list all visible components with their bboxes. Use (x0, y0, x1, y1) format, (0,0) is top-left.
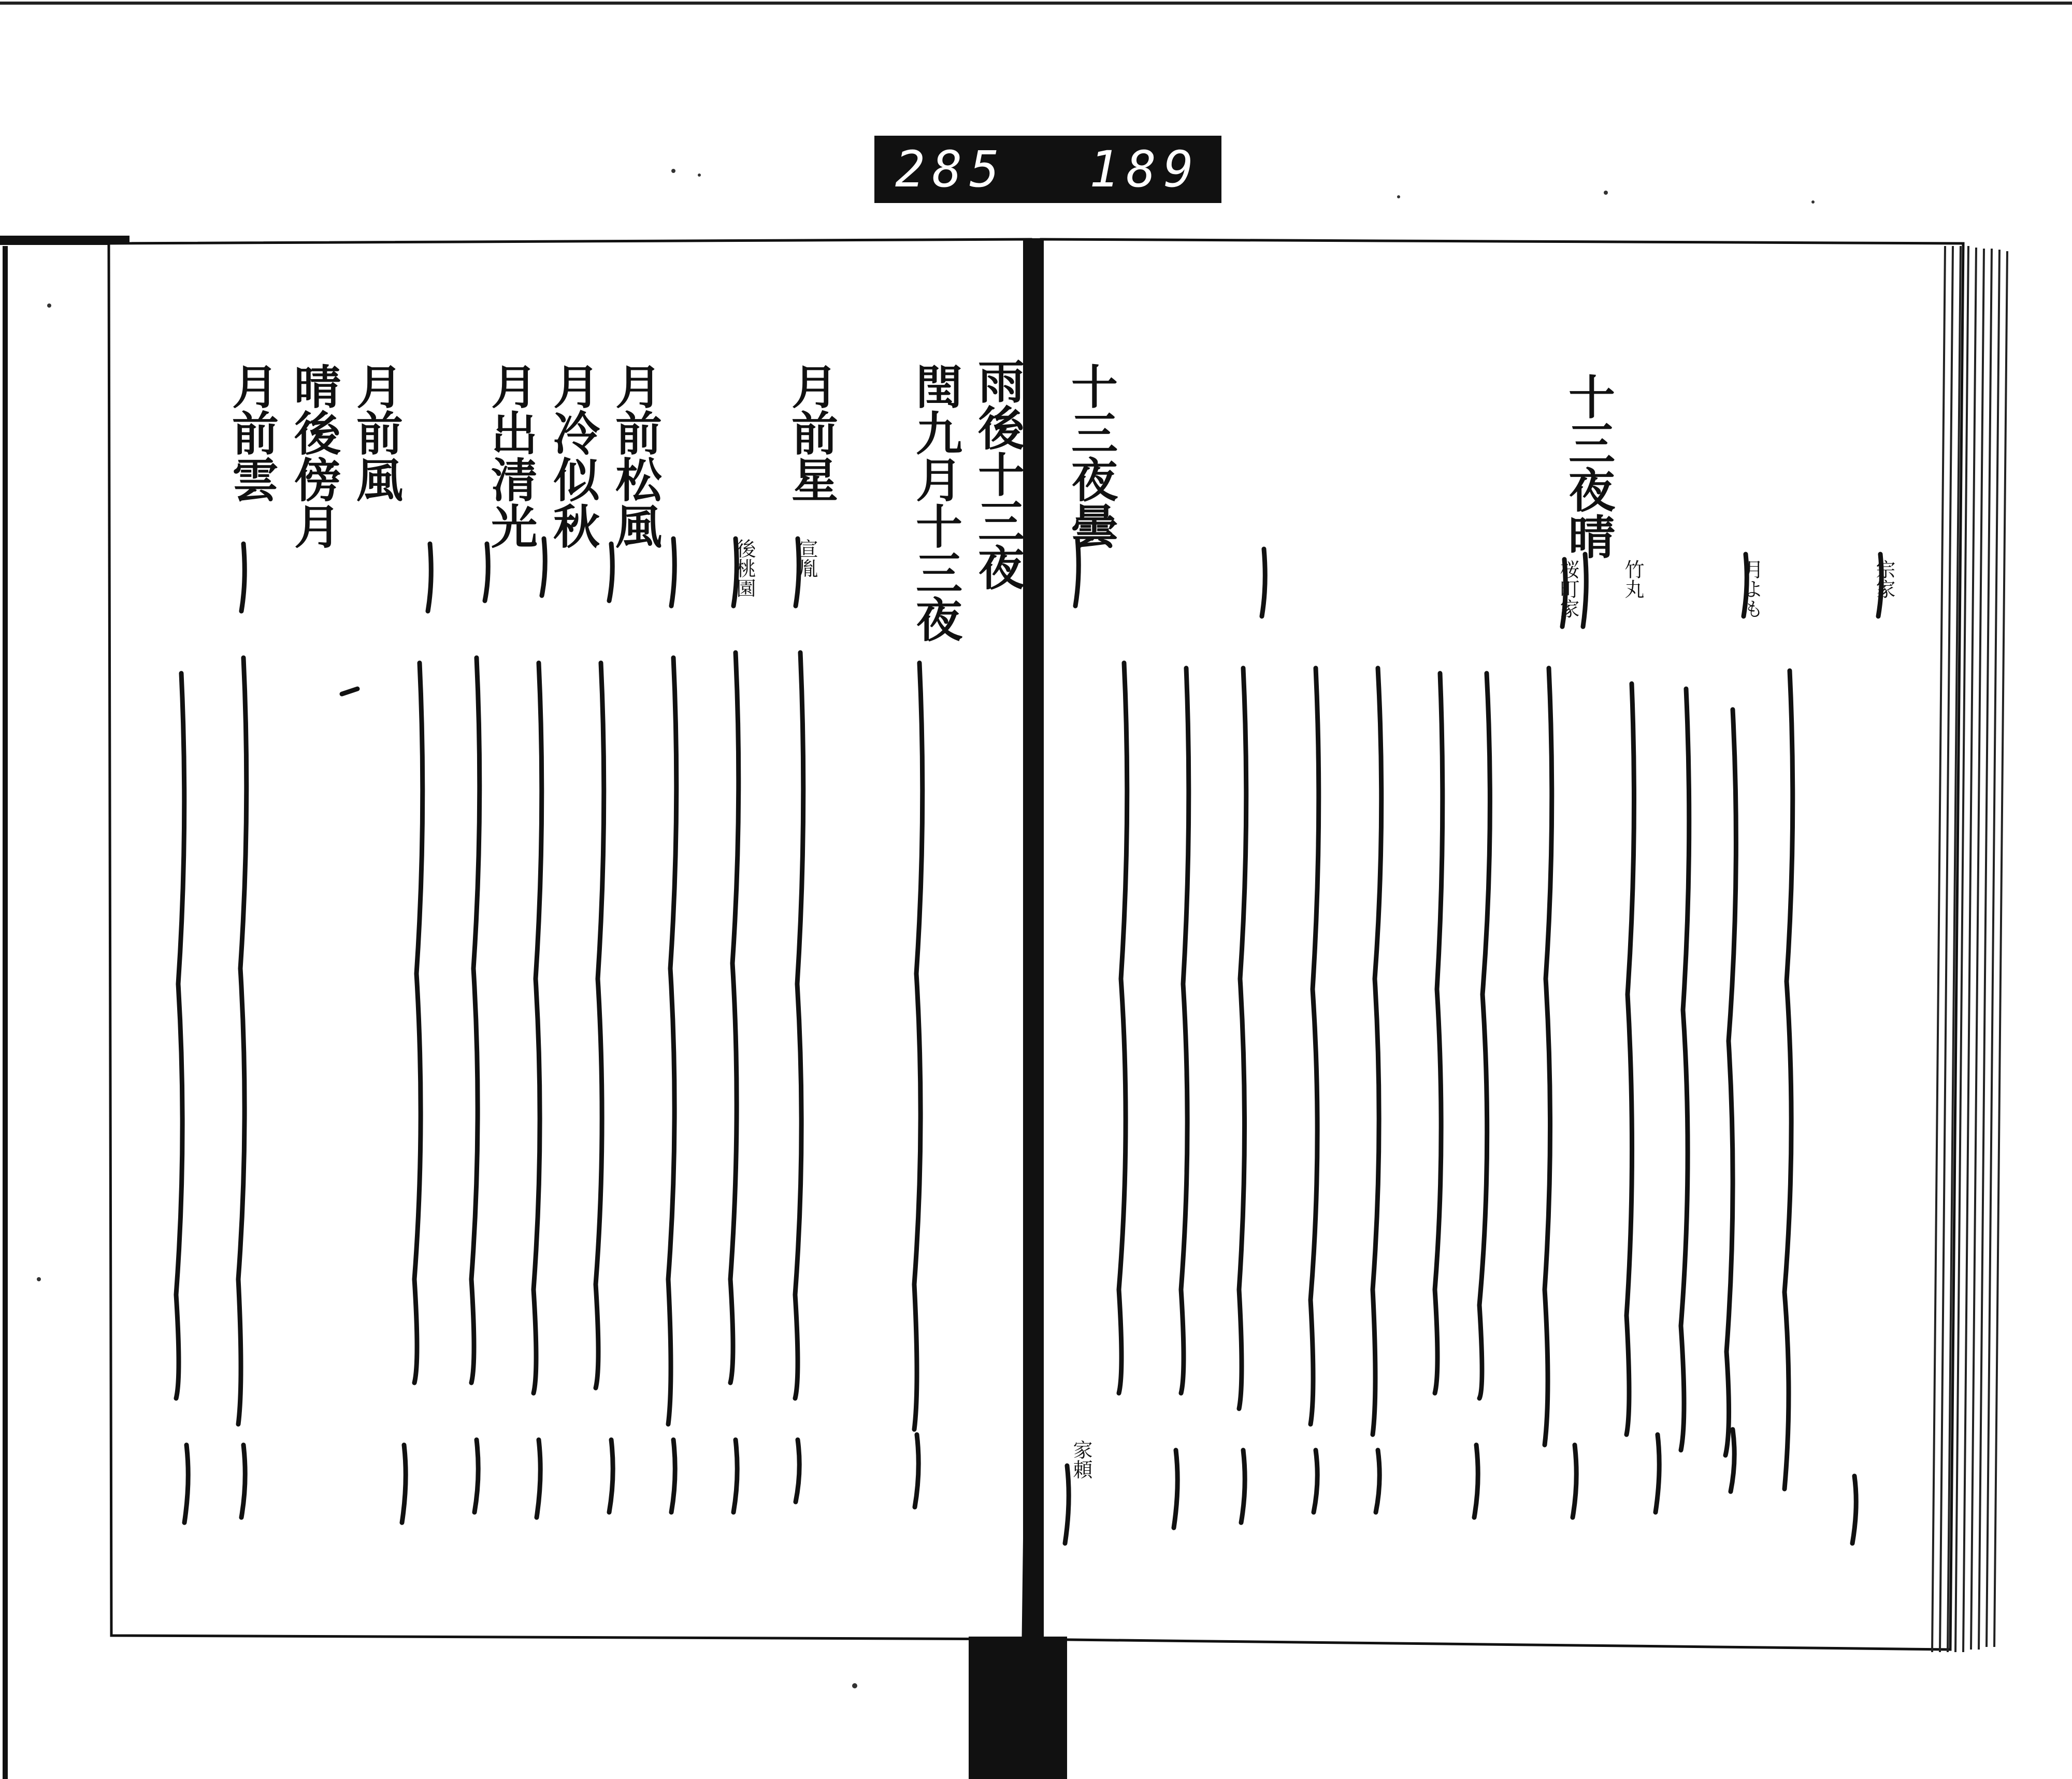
heading-right-2: 十三夜曇 (1063, 363, 1118, 549)
author-right-4: 桜町家 (1557, 559, 1579, 618)
heading-left-8: 晴後傍月 (286, 363, 341, 549)
heading-left-9: 月前雲 (224, 363, 279, 502)
page-number-label (874, 136, 1221, 203)
author-left-3: 後桃園 (733, 539, 756, 598)
author-left-2: 宣胤 (795, 539, 818, 578)
heading-left-5: 月冷似秋 (545, 363, 600, 549)
author-right-2: 月よも (1740, 559, 1763, 618)
left-page-number: 285 (895, 140, 1007, 198)
heading-left-1: 雨後十三夜 (970, 357, 1025, 590)
author-right-3: 竹丸 (1621, 559, 1644, 599)
author-left-1: 家頼 (1070, 1440, 1092, 1479)
heading-right-1: 十三夜晴 (1560, 373, 1615, 559)
heading-left-7: 月前風 (348, 363, 403, 502)
heading-left-2: 閏九月十三夜 (908, 363, 962, 642)
heading-left-6: 月出清光 (483, 363, 538, 549)
right-page-number: 189 (1089, 140, 1201, 198)
author-right-1: 宗家 (1873, 559, 1895, 599)
heading-left-3: 月前星 (783, 363, 838, 502)
heading-left-4: 月前松風 (607, 363, 662, 549)
